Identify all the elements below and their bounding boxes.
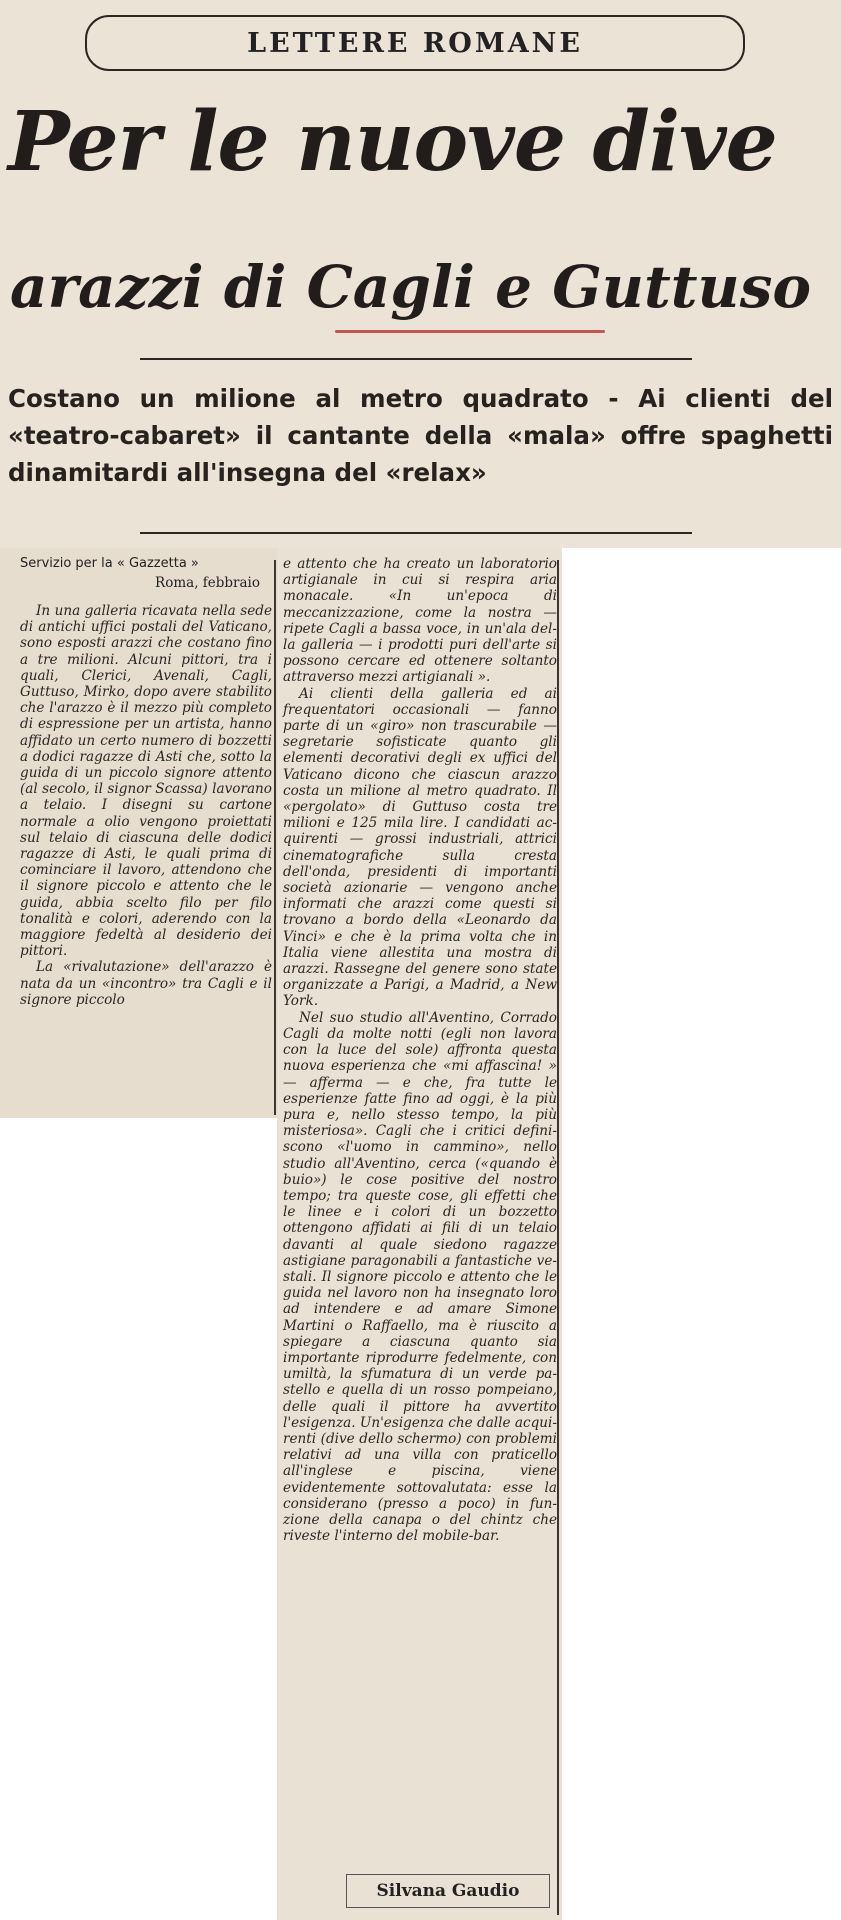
- kicker-text: LETTERE ROMANE: [247, 27, 583, 59]
- right-paragraph: e attento che ha creato un laboratorio artigianale in cui si respira aria monacale. «In un'epoca di meccanizzazione, come la nostra — ripete Cagli a bassa voce, in un'ala della galleria — i prodotti puri dell'arte si possono cercare ed ottenere soltanto attraverso mezzi artigianali ».: [283, 556, 557, 686]
- column-divider-left: [274, 560, 276, 1115]
- headline: Per le nuove dive: [8, 94, 777, 190]
- rule-top: [140, 358, 692, 360]
- subheadline: arazzi di Cagli e Guttuso: [10, 253, 812, 321]
- signature: Silvana Gaudio: [376, 1881, 520, 1901]
- right-column: [283, 556, 557, 1544]
- dateline-block: [20, 556, 270, 591]
- rule-bottom: [140, 532, 692, 534]
- left-column: [20, 603, 272, 1008]
- left-paragraph: In una galleria ricavata nella sede di antichi uffici postali del Vaticano, sono esposti arazzi che costano fino a tre milioni. Alcuni pittori, tra i quali, Clerici, Avenali, Cagli, Guttuso, Mirko, dopo avere stabilito che l'arazzo è il mezzo più completo di espressione per un artista, hanno affidato un certo numero di bozzetti a dodici ragazze di Asti che, sotto la guida di un piccolo signore attento (al secolo, il signor Scassa) lavorano a telaio. I disegni su cartone normale a olio vengono proiettati sul telaio di ciascuna delle dodici ragazze di Asti, le quali prima di cominciare il lavoro, attendono che il signore piccolo e attento che le guida, abbia scelto filo per filo tonalità e colori, aderendo con la maggiore fedeltà al desiderio dei pittori.: [20, 603, 272, 960]
- service-line: Servizio per la « Gazzetta »: [20, 556, 199, 571]
- right-paragraph: Nel suo studio all'Aventino, Corrado Cagli da molte notti (egli non lavora con la luce del sole) affronta questa nuova esperienza che «mi affascina! » — afferma — e che, fra tutte le esperienze fatte fino ad oggi, è la più pura e, nello stesso tempo, la più misteriosa». Cagli che i critici definiscono «l'uomo in cammino», nello studio all'Aventino, cerca («quando è buio») le cose positive del nostro tempo; tra queste cose, gli effetti che le linee e i colori di un bozzetto ottengono affidati ai fili di un telaio davanti al quale siedono ragazze astigiane paragonabili a fantastiche vestali. Il signore piccolo e attento che le guida nel lavoro non ha insegnato loro ad intendere e ad amare Simone Martini o Raffaello, ma è riuscito a spiegare a ciascuna quanto sia importante riprodurre fedelmente, con umiltà, la sfumatura di un verde pastello e quella di un rosso pompeiano, delle quali il pittore ha avvertito l'esigenza. Un'esigenza che dalle acquirenti (dive dello schermo) con problemi relativi ad una villa con praticello all'inglese e piscina, viene evidentemente sottovalutata: esse la considerano (presso a poco) in funzione della canapa o del chintz che riveste l'interno del mobile-bar.: [283, 1009, 557, 1545]
- red-pencil-underline: [335, 330, 605, 333]
- kicker-box: [85, 15, 745, 71]
- right-paragraph: Ai clienti della galleria ed ai frequentatori occasionali — fanno parte di un «giro» non trascurabile — segretarie sofisticate quanto gli elementi decorativi degli ex uffici del Vaticano dicono che ciascun arazzo costa un milione al metro quadrato. Il «pergolato» di Guttuso costa tre milioni e 125 mila lire. I candidati acquirenti — grossi industriali, attrici cinematografiche sulla cresta dell'onda, presidenti di importanti società azionarie — vengono anche informati che arazzi come questi si trovano a bordo della «Leonardo da Vinci» e che è la prima volta che in Italia viene allestita una mostra di arazzi. Rassegne del genere sono state organizzate a Parigi, a Madrid, a New York.: [283, 685, 557, 1010]
- deck: Costano un milione al metro quadrato - Ai clienti del «teatro-cabaret» il cantante della «mala» offre spaghetti dinamitardi all'insegna del «relax»: [8, 384, 833, 487]
- dateline: Roma, febbraio: [155, 575, 260, 591]
- column-divider-right: [557, 560, 559, 1915]
- signature-box: [346, 1874, 550, 1908]
- left-paragraph: La «rivalutazione» dell'arazzo è nata da un «incontro» tra Cagli e il signore piccolo: [20, 959, 272, 1008]
